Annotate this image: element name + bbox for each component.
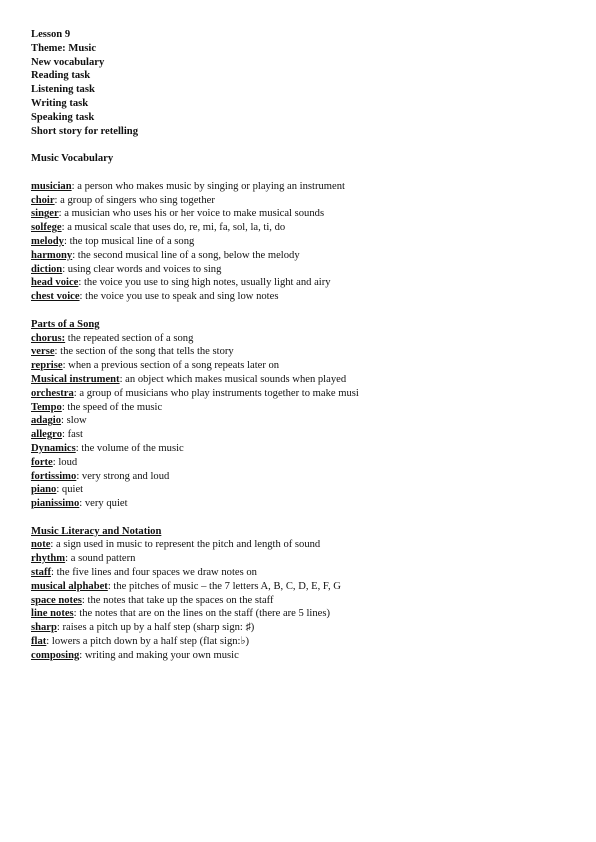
spacer — [31, 166, 576, 180]
outline-item: New vocabulary — [31, 56, 105, 68]
vocab-definition: the second musical line of a song, below the melody — [75, 249, 300, 261]
vocab-entry — [31, 580, 576, 594]
vocab-definition: the speed of the music — [64, 401, 163, 413]
vocab-separator: : — [56, 484, 60, 496]
document-page — [31, 28, 576, 663]
vocab-entry — [31, 249, 576, 263]
vocab-term: Dynamics — [31, 442, 76, 454]
vocab-definition: the pitches of music – the 7 letters A, B, C, D, E, F, G — [110, 580, 341, 592]
vocab-term: composing — [31, 649, 80, 661]
vocab-term: line notes — [31, 608, 74, 620]
vocab-definition: fast — [64, 429, 83, 441]
vocab-term: staff — [31, 567, 52, 579]
vocab-separator: : — [52, 456, 56, 468]
vocab-definition: very strong and loud — [79, 470, 170, 482]
vocab-term: rhythm — [31, 553, 66, 565]
spacer — [31, 138, 576, 152]
vocab-list-parts-of-song — [31, 332, 576, 511]
vocab-definition: an object which makes musical sounds when played — [122, 373, 347, 385]
vocab-separator: : — [63, 235, 67, 247]
lesson-number: Lesson 9 — [31, 29, 71, 40]
vocab-entry — [31, 387, 576, 401]
vocab-term: head voice — [31, 277, 79, 289]
vocab-separator: : — [107, 580, 111, 592]
vocab-entry — [31, 345, 576, 359]
vocab-definition: a musical scale that uses do, re, mi, fa, sol, la, ti, do — [64, 222, 286, 234]
vocab-separator: : — [50, 539, 54, 551]
lesson-theme: Theme: Music — [31, 42, 97, 54]
vocab-definition: the section of the song that tells the story — [57, 346, 234, 358]
vocab-list-music-vocabulary — [31, 180, 576, 304]
vocab-term: pianissimo — [31, 498, 80, 510]
vocab-entry — [31, 566, 576, 580]
vocab-separator: : — [62, 429, 65, 441]
vocab-entry — [31, 207, 576, 221]
outline-item: Speaking task — [31, 111, 95, 123]
vocab-definition: when a previous section of a song repeats later on — [65, 360, 280, 372]
vocab-entry — [31, 332, 576, 346]
vocab-definition: a sound pattern — [68, 553, 136, 565]
vocab-entry — [31, 263, 576, 277]
vocab-term: allegro — [31, 429, 62, 441]
vocab-entry — [31, 235, 576, 249]
vocab-definition: the five lines and four spaces we draw notes on — [53, 567, 257, 579]
lesson-header — [31, 28, 576, 138]
vocab-definition: the volume of the music — [78, 442, 184, 454]
vocab-definition: lowers a pitch down by a half step (flat sign:♭) — [49, 636, 250, 648]
vocab-separator: : — [65, 553, 69, 565]
vocab-separator: : — [56, 622, 60, 634]
vocab-definition: loud — [55, 456, 78, 468]
vocab-term: chest voice — [31, 291, 80, 303]
vocab-entry — [31, 194, 576, 208]
vocab-term: diction — [31, 263, 63, 275]
outline-item: Short story for retelling — [31, 125, 138, 137]
spacer — [31, 304, 576, 318]
vocab-definition: writing and making your own music — [82, 649, 239, 661]
vocab-definition: the repeated section of a song — [65, 332, 194, 344]
vocab-definition: very quiet — [82, 498, 128, 510]
vocab-definition: the voice you use to speak and sing low notes — [82, 291, 279, 303]
vocab-definition: the top musical line of a song — [66, 235, 195, 247]
vocab-term: harmony — [31, 249, 73, 261]
vocab-entry — [31, 359, 576, 373]
vocab-term: singer — [31, 208, 59, 220]
vocab-definition: raises a pitch up by a half step (sharp sign: ♯) — [59, 622, 255, 634]
vocab-definition: a group of singers who sing together — [57, 194, 215, 206]
vocab-definition: a sign used in music to represent the pitch and length of sound — [53, 539, 321, 551]
vocab-entry — [31, 442, 576, 456]
vocab-separator: : — [61, 415, 64, 427]
vocab-separator: : — [58, 208, 62, 220]
vocab-entry — [31, 470, 576, 484]
vocab-separator: : — [119, 373, 123, 385]
vocab-term: Musical instrument — [31, 373, 120, 385]
vocab-entry — [31, 483, 576, 497]
vocab-entry — [31, 497, 576, 511]
vocab-term: reprise — [31, 360, 63, 372]
outline-item: Writing task — [31, 97, 89, 109]
vocab-entry — [31, 373, 576, 387]
vocab-definition: a group of musicians who play instruments together to make musi — [76, 387, 359, 399]
vocab-separator: : — [62, 360, 66, 372]
vocab-entry — [31, 594, 576, 608]
vocab-entry — [31, 290, 576, 304]
vocab-term: orchestra — [31, 387, 74, 399]
vocab-term: musical alphabet — [31, 580, 108, 592]
vocab-separator: : — [72, 249, 76, 261]
vocab-term: sharp — [31, 622, 57, 634]
vocab-entry — [31, 414, 576, 428]
outline-item: Reading task — [31, 70, 91, 82]
vocab-entry — [31, 552, 576, 566]
vocab-term: adagio — [31, 415, 62, 427]
vocab-separator: : — [71, 180, 75, 192]
spacer — [31, 511, 576, 525]
vocab-definition: quiet — [59, 484, 84, 496]
vocab-term: note — [31, 539, 51, 551]
vocab-separator: : — [61, 401, 65, 413]
outline-item: Listening task — [31, 84, 95, 96]
vocab-entry — [31, 649, 576, 663]
vocab-separator: : — [54, 346, 58, 358]
section-heading-parts-of-song: Parts of a Song — [31, 318, 100, 330]
vocab-entry — [31, 607, 576, 621]
vocab-entry — [31, 428, 576, 442]
vocab-separator: : — [81, 594, 85, 606]
section-heading-music-literacy: Music Literacy and Notation — [31, 525, 162, 537]
vocab-definition: the voice you use to sing high notes, usually light and airy — [81, 277, 331, 289]
vocab-entry — [31, 456, 576, 470]
vocab-term: forte — [31, 456, 53, 468]
vocab-term: choir — [31, 194, 55, 206]
vocab-term: fortissimo — [31, 470, 77, 482]
vocab-list-music-literacy — [31, 538, 576, 662]
vocab-term: Tempo — [31, 401, 62, 413]
section-heading-music-vocabulary: Music Vocabulary — [31, 153, 114, 165]
vocab-separator: : — [46, 636, 50, 648]
vocab-term: chorus: — [31, 332, 66, 344]
vocab-separator: : — [54, 194, 58, 206]
vocab-separator: : — [62, 263, 66, 275]
vocab-entry — [31, 180, 576, 194]
vocab-separator: : — [73, 608, 77, 620]
vocab-separator: : — [78, 277, 82, 289]
vocab-separator: : — [79, 498, 83, 510]
vocab-separator: : — [76, 470, 80, 482]
vocab-term: solfege — [31, 222, 62, 234]
vocab-separator: : — [51, 567, 54, 579]
vocab-entry — [31, 401, 576, 415]
vocab-definition: a person who makes music by singing or playing an instrument — [74, 180, 345, 192]
vocab-term: space notes — [31, 594, 82, 606]
vocab-entry — [31, 635, 576, 649]
vocab-term: flat — [31, 636, 47, 648]
vocab-entry — [31, 221, 576, 235]
vocab-separator: : — [73, 387, 77, 399]
vocab-definition: the notes that take up the spaces on the staff — [84, 594, 274, 606]
vocab-term: verse — [31, 346, 55, 358]
vocab-definition: slow — [63, 415, 87, 427]
vocab-term: musician — [31, 180, 72, 192]
vocab-definition: the notes that are on the lines on the staff (there are 5 lines) — [76, 608, 331, 620]
vocab-separator: : — [75, 442, 79, 454]
vocab-entry — [31, 538, 576, 552]
vocab-separator: : — [79, 649, 83, 661]
vocab-definition: using clear words and voices to sing — [65, 263, 222, 275]
vocab-term: melody — [31, 235, 64, 247]
vocab-separator: : — [61, 222, 65, 234]
vocab-term: piano — [31, 484, 57, 496]
vocab-entry — [31, 276, 576, 290]
vocab-separator: : — [79, 291, 83, 303]
vocab-entry — [31, 621, 576, 635]
vocab-definition: a musician who uses his or her voice to make musical sounds — [61, 208, 325, 220]
